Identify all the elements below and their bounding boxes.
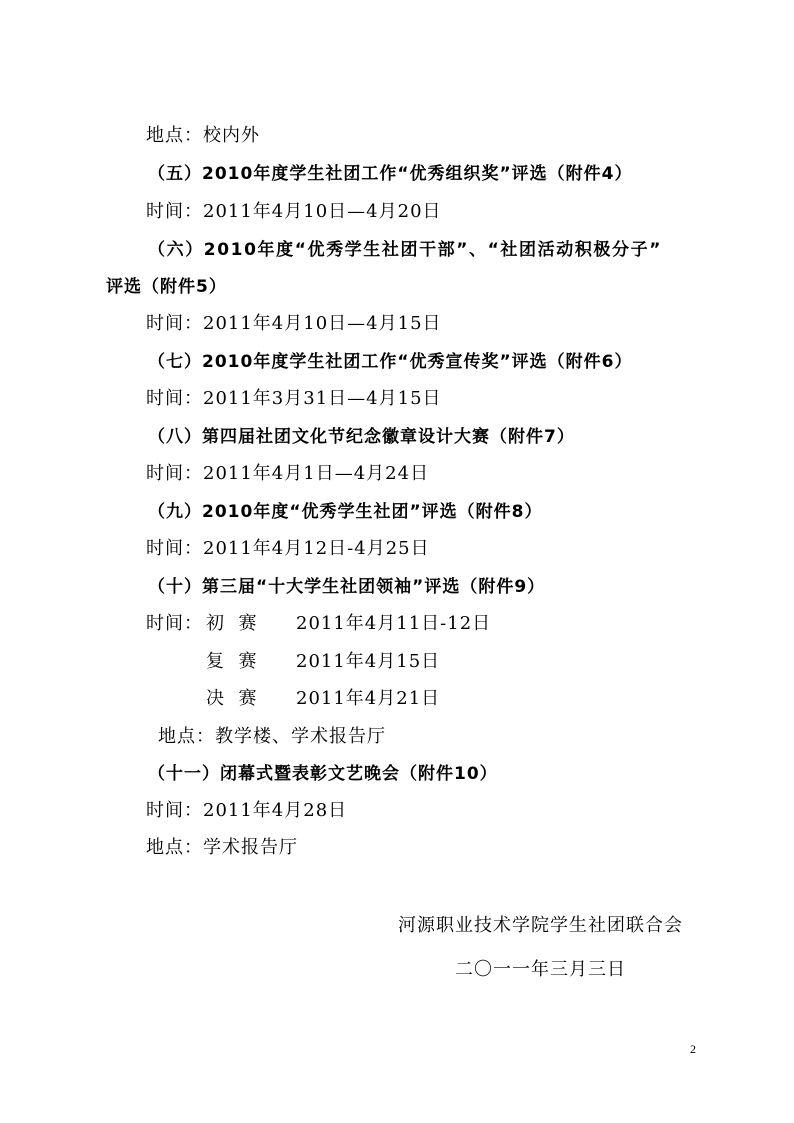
signature-date: 二〇一一年三月三日 xyxy=(455,959,626,980)
section-heading-10: （十）第三届“十大学生社团领袖”评选（附件9） xyxy=(148,577,546,597)
venue-line: 地点：学术报告厅 xyxy=(146,837,298,858)
schedule-date: 2011年4月11日-12日 xyxy=(296,613,492,634)
signature-organization: 河源职业技术学院学生社团联合会 xyxy=(398,915,683,936)
time-line: 时间：2011年4月28日 xyxy=(146,800,348,821)
schedule-label: 时间： xyxy=(146,613,203,634)
section-heading-9: （九）2010年度“优秀学生社团”评选（附件8） xyxy=(148,502,543,522)
section-heading-8: （八）第四届社团文化节纪念徽章设计大赛（附件7） xyxy=(148,427,575,447)
section-heading-6: （六）2010年度“优秀学生社团干部”、“社团活动积极分子” xyxy=(148,240,663,260)
time-line: 时间：2011年4月10日—4月15日 xyxy=(146,313,442,334)
schedule-date: 2011年4月15日 xyxy=(296,651,441,672)
schedule-stage: 初 赛 xyxy=(206,613,258,634)
schedule-date: 2011年4月21日 xyxy=(296,688,441,709)
section-heading-6-continued: 评选（附件5） xyxy=(106,277,227,297)
schedule-stage: 决 赛 xyxy=(206,688,258,709)
schedule-stage: 复 赛 xyxy=(206,651,258,672)
page-number: 2 xyxy=(690,1042,696,1056)
section-heading-11: （十一）闭幕式暨表彰文艺晚会（附件10） xyxy=(148,764,498,784)
time-line: 时间：2011年3月31日—4月15日 xyxy=(146,388,442,409)
time-line: 时间：2011年4月10日—4月20日 xyxy=(146,201,442,222)
venue-line: 地点：教学楼、学术报告厅 xyxy=(158,726,386,747)
time-line: 时间：2011年4月12日-4月25日 xyxy=(146,538,430,559)
venue-line: 地点：校内外 xyxy=(146,125,260,146)
section-heading-5: （五）2010年度学生社团工作“优秀组织奖”评选（附件4） xyxy=(148,164,633,184)
section-heading-7: （七）2010年度学生社团工作“优秀宣传奖”评选（附件6） xyxy=(148,352,633,372)
time-line: 时间：2011年4月1日—4月24日 xyxy=(146,463,430,484)
